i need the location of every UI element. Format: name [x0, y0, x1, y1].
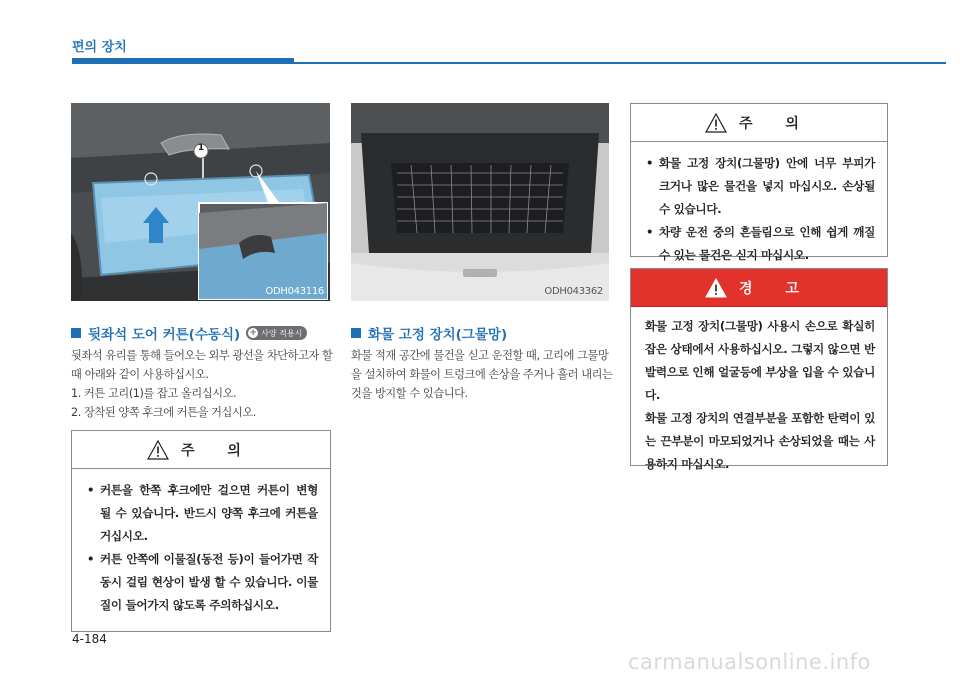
warning-paragraph: 화물 고정 장치(그물망) 사용시 손으로 확실히 잡은 상태에서 사용하십시오. 그렇지 않으면 반발력으로 인해 얼굴등에 부상을 입을 수 있습니다.	[645, 319, 875, 402]
caution-label: 주 의	[739, 115, 813, 132]
figure-callout-number: 1	[197, 143, 205, 153]
warning-label: 경 고	[739, 280, 813, 297]
figure-code-left: ODH043116	[265, 286, 324, 297]
section-title-text: 뒷좌석 도어 커튼(수동식)	[88, 327, 241, 343]
warning-body	[631, 307, 887, 486]
page-number: 4-184	[72, 632, 107, 646]
section1-step-1: 1. 커튼 고리(1)를 잡고 올리십시오.	[71, 387, 237, 400]
watermark: carmanualsonline.info	[628, 650, 871, 674]
caution-item: • 차량 운전 중의 흔들림으로 인해 쉽게 깨질 수 있는 물건은 싣지 마십시오.	[645, 221, 875, 267]
section-title-cargo-net	[351, 323, 507, 343]
caution-label: 주 의	[181, 442, 255, 459]
section1-intro: 뒷좌석 유리를 통해 들어오는 외부 광선을 차단하고자 할 때 아래와 같이 사용하십시오.	[71, 349, 333, 381]
section2-intro: 화물 적재 공간에 물건을 싣고 운전할 때, 고리에 그물망을 설치하여 화물이 트렁크에 손상을 주거나 흘러 내리는 것을 방지할 수 있습니다.	[351, 349, 613, 400]
section-title-door-curtain	[71, 323, 307, 343]
header-accent-bar	[72, 58, 294, 64]
caution-item: • 커튼 안쪽에 이물질(동전 등)이 들어가면 작동시 걸림 현상이 발생 할 수 있습니다. 이물질이 들어가지 않도록 주의하십시오.	[86, 548, 318, 617]
caution-body	[72, 469, 330, 627]
option-badge-label: 사양 적용시	[261, 328, 303, 338]
caution-box-cargo-net	[630, 103, 888, 262]
header-title: 편의 장치	[72, 40, 127, 55]
figure-cargo-net	[351, 103, 609, 301]
section-marker	[71, 328, 81, 338]
caution-header	[72, 431, 330, 469]
warning-paragraph: 화물 고정 장치의 연결부분을 포함한 탄력이 있는 끈부분이 마모되었거나 손상되었을 때는 사용하지 마십시오.	[645, 411, 875, 471]
warning-triangle-icon	[147, 440, 169, 460]
section1-body	[71, 346, 333, 422]
caution-box-curtain	[71, 430, 331, 632]
figure-code-middle: ODH043362	[544, 286, 603, 297]
caution-item: • 화물 고정 장치(그물망) 안에 너무 부피가 크거나 많은 물건을 넣지 마십시오. 손상될 수 있습니다.	[645, 152, 875, 221]
plus-circle-icon: +	[249, 328, 257, 338]
warning-box-cargo-net	[630, 268, 888, 471]
warning-triangle-icon	[705, 113, 727, 133]
section1-step-2: 2. 장착된 양쪽 후크에 커튼을 거십시오.	[71, 406, 256, 419]
warning-header	[631, 269, 887, 307]
caution-item: • 커튼을 한쪽 후크에만 걸으면 커튼이 변형 될 수 있습니다. 반드시 양쪽 후크에 커튼을 거십시오.	[86, 479, 318, 548]
section-marker	[351, 328, 361, 338]
warning-triangle-icon	[705, 278, 727, 298]
section2-body	[351, 346, 615, 403]
option-badge	[246, 326, 307, 340]
section-title-text: 화물 고정 장치(그물망)	[368, 327, 508, 343]
caution-body	[631, 142, 887, 277]
caution-header	[631, 104, 887, 142]
figure-door-curtain	[71, 103, 330, 301]
header-rule	[294, 62, 946, 64]
